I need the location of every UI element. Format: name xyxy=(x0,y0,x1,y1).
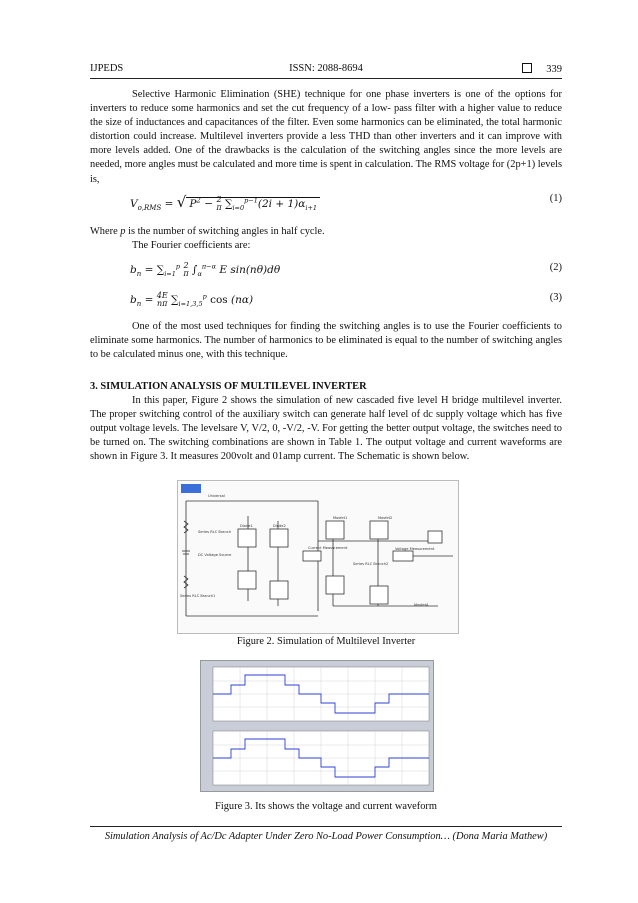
intro-paragraph: Selective Harmonic Elimination (SHE) technique for one phase inverters is one of the options for inverters to reduce some harmonics and set the cut frequency of a low- pass filter with a higher value to reduce the size of inductances and capacitances of the filter. Even some harmonics can be eliminated, the total harmonic distortion could increase. Multilevel inverters provide a less THD than other inverters and it can improve with more levels added. One of the drawbacks is the calculation of the switching angles since the more levels are needed, more angles must be calculated and more time is spent in calculation. The RMS voltage for (2p+1) levels is, xyxy=(90,89,562,185)
equation-1-number: (1) xyxy=(549,193,562,204)
schematic-drawing xyxy=(178,481,458,633)
where-line: Where p is the number of switching angles in half cycle. xyxy=(90,226,325,237)
figure-2-caption: Figure 2. Simulation of Multilevel Inverter xyxy=(236,636,416,647)
equation-1-formula: $V_{o,RMS}$ = √ $P^2 - 2$ π $\sum_{i=0}^{p-1}(2i + 1)\alpha_{i+1}$ xyxy=(130,198,320,210)
waveform-drawing xyxy=(201,661,433,791)
journal-name: IJPEDS xyxy=(90,63,124,74)
svg-text:Series RLC Branch: Series RLC Branch xyxy=(198,530,232,534)
svg-text:Universal: Universal xyxy=(208,494,225,498)
running-header xyxy=(90,63,562,79)
running-footer: Simulation Analysis of Ac/Dc Adapter Under Zero No-Load Power Consumption… (Dona Maria Mathew) xyxy=(104,831,548,842)
svg-text:DC Voltage Source: DC Voltage Source xyxy=(198,553,232,557)
svg-text:Series RLC Branch1: Series RLC Branch1 xyxy=(180,594,216,598)
equation-2-formula: $b_n = \sum_{i=1}^p$ 2 π $\int_\alpha^{\pi-\alpha}$ E sin(nθ)dθ xyxy=(130,261,281,279)
svg-text:Mosfet4: Mosfet4 xyxy=(414,603,429,607)
method-paragraph: One of the most used techniques for finding the switching angles is to use the Fourier coefficients to eliminate some harmonics. The number of harmonics to be eliminated is equal to the number of switching angles to be calculated minus one, with this technique. xyxy=(90,321,562,361)
figure-2-schematic xyxy=(177,480,459,634)
issn: ISSN: 2088-8694 xyxy=(289,63,363,74)
powergui-block xyxy=(181,484,201,493)
equation-3-number: (3) xyxy=(549,292,562,303)
equation-2-number: (2) xyxy=(549,262,562,273)
equation-2 xyxy=(130,262,562,278)
footer-rule xyxy=(90,826,562,827)
fourier-intro: The Fourier coefficients are: xyxy=(132,240,251,251)
current-scope xyxy=(213,731,429,785)
page-number: 339 xyxy=(546,64,562,75)
header-rule xyxy=(90,78,562,79)
svg-text:Mosfet2: Mosfet2 xyxy=(378,516,393,520)
svg-text:Voltage Measurement: Voltage Measurement xyxy=(395,547,435,551)
equation-3-formula: $b_n = 4E$ nπ $\sum_{i=1,3,5}^p$ cos (nα) xyxy=(130,291,254,309)
section-heading: 3. SIMULATION ANALYSIS OF MULTILEVEL INVERTER xyxy=(90,381,367,392)
figure-3-waveforms xyxy=(200,660,434,792)
figure-3-caption: Figure 3. Its shows the voltage and current waveform xyxy=(215,801,437,812)
checkbox-icon xyxy=(522,63,532,73)
voltage-scope xyxy=(213,667,429,721)
page-number-group xyxy=(522,63,562,75)
svg-text:Series RLC Branch2: Series RLC Branch2 xyxy=(353,562,389,566)
svg-text:Mosfet1: Mosfet1 xyxy=(333,516,348,520)
svg-text:Diode1: Diode1 xyxy=(240,524,253,528)
equation-1 xyxy=(130,193,562,212)
simulation-paragraph: In this paper, Figure 2 shows the simulation of new cascaded five level H bridge multilevel inverter. The proper switching control of the auxiliary switch can generate half level of dc supply voltage which has five output voltage levels. The levelsare V, V/2, 0, -V/2, -V. For getting the better output voltage, the switches need to be turned on. The switching combinations are shown in Table 1. The output voltage and current waveforms are shown in Figure 3. It measures 200volt and 01amp current. The Schematic is shown below. xyxy=(90,395,562,463)
svg-text:Diode2: Diode2 xyxy=(273,524,286,528)
svg-text:Current Measurement: Current Measurement xyxy=(308,546,348,550)
equation-3 xyxy=(130,292,562,308)
